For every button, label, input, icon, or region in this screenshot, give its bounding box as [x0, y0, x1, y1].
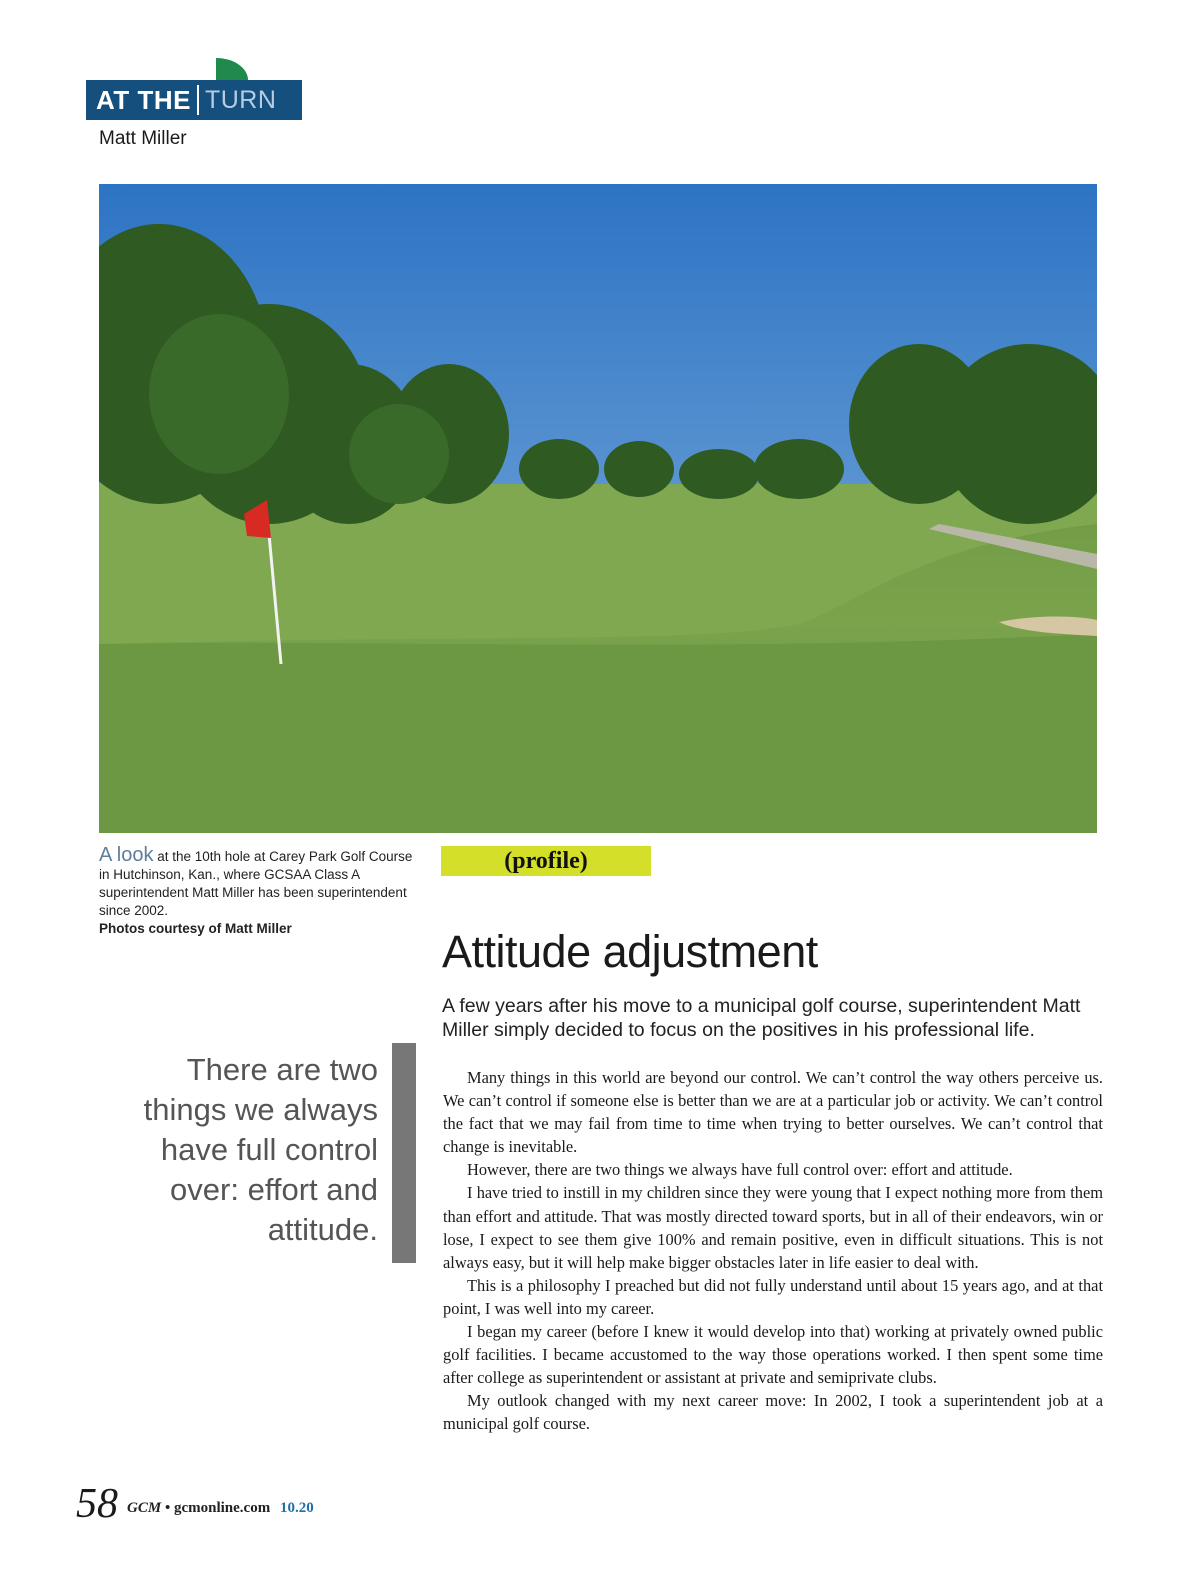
- photo-credit: Photos courtesy of Matt Miller: [99, 921, 292, 936]
- body-paragraph: I have tried to instill in my children since they were young that I expect nothing more from them than effort and attitude. That was mostly directed toward sports, but in all of their endeavors, win or lose, I expect to see them give 100% and remain positive, even in difficult situations. This is not always easy, but it will help make bigger obstacles later in life easier to deal with.: [443, 1183, 1103, 1272]
- pull-quote: There are two things we always have full control over: effort and attitude.: [143, 1052, 378, 1247]
- golf-course-photo: [99, 184, 1097, 833]
- section-bar: [86, 80, 302, 120]
- page-footer: [127, 1500, 314, 1517]
- body-paragraph: This is a philosophy I preached but did not fully understand until about 15 years ago, and at that point, I was well into my career.: [443, 1275, 1103, 1318]
- profile-tag: (profile): [441, 846, 651, 876]
- section-badge: [86, 58, 302, 120]
- body-paragraph: However, there are two things we always have full control over: effort and attitude.: [467, 1160, 1013, 1180]
- photo-caption: [99, 846, 417, 938]
- caption-text: at the 10th hole at Carey Park Golf Course in Hutchinson, Kan., where GCSAA Class A superintendent Matt Miller has been superintendent since 2002.: [99, 849, 413, 918]
- article-headline: Attitude adjustment: [442, 926, 818, 977]
- site-url[interactable]: gcmonline.com: [173, 1500, 271, 1516]
- body-paragraph: I began my career (before I knew it would develop into that) working at privately owned public golf facilities. I became accustomed to the way those operations worked. I then spent some time after college as superintendent or assistant at private and semiprivate clubs.: [443, 1322, 1103, 1388]
- article-dek: A few years after his move to a municipal golf course, superintendent Matt Miller simply decided to focus on the positives in his professional life.: [442, 995, 1081, 1041]
- pull-quote-bar: [392, 1043, 416, 1263]
- body-paragraph: My outlook changed with my next career move: In 2002, I took a superintendent job at a municipal golf course.: [443, 1391, 1103, 1434]
- footer-separator: •: [164, 1500, 171, 1516]
- article-body: [443, 1066, 1103, 1436]
- flag-icon: [216, 58, 248, 80]
- section-label-left: AT THE: [96, 84, 191, 115]
- magazine-name: GCM: [127, 1500, 162, 1516]
- body-paragraph: Many things in this world are beyond our control. We can’t control the way others perceive us. We can’t control if someone else is better than we are at a particular job or activity. We can’t control the fact that we may fail from time to time when trying to better ourselves. We can’t control that change is inevitable.: [443, 1068, 1103, 1157]
- issue-number: 10.20: [279, 1500, 314, 1516]
- page-number: 58: [76, 1481, 118, 1527]
- author-name: Matt Miller: [99, 128, 187, 149]
- section-label-right: TURN: [204, 85, 277, 114]
- caption-lead: A look: [99, 844, 154, 866]
